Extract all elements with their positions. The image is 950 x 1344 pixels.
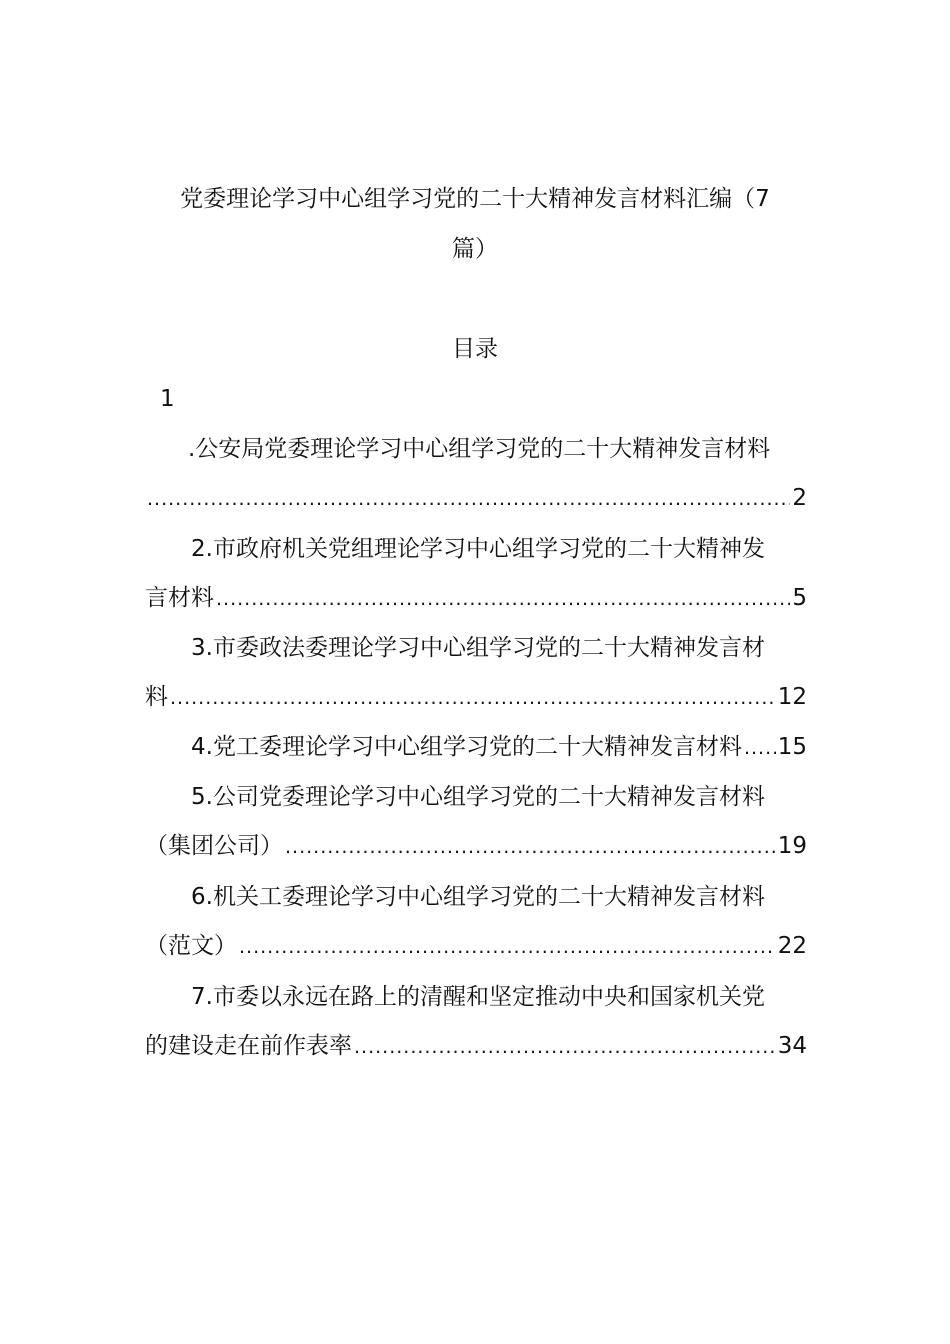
toc-entry-5-leader-line[interactable]: [145, 830, 807, 863]
toc-entry-1-title[interactable]: .公安局党委理论学习中心组学习党的二十大精神发言材料: [188, 436, 771, 462]
toc-entry-6-leader-line[interactable]: [145, 930, 807, 963]
toc-entry-5-page: 19: [777, 833, 807, 859]
toc-entry-6-title[interactable]: 6.机关工委理论学习中心组学习党的二十大精神发言材料: [191, 884, 765, 910]
toc-entry-3-title[interactable]: 3.市委政法委理论学习中心组学习党的二十大精神发言材: [191, 635, 765, 661]
document-title-line-1: 党委理论学习中心组学习党的二十大精神发言材料汇编（7: [180, 186, 770, 212]
toc-entry-2-title[interactable]: 2.市政府机关党组理论学习中心组学习党的二十大精神发: [191, 536, 765, 562]
toc-entry-3-page: 12: [777, 684, 807, 710]
toc-entry-4-title: 4.党工委理论学习中心组学习党的二十大精神发言材料: [191, 734, 742, 760]
toc-entry-7-dot-leader: [354, 1031, 776, 1063]
toc-entry-4-leader-line[interactable]: [191, 731, 807, 764]
document-title-line-2: 篇）: [452, 236, 498, 262]
toc-entry-2-page: 5: [792, 585, 807, 611]
toc-entry-4-page: 15: [777, 734, 807, 760]
toc-heading: 目录: [452, 336, 498, 362]
toc-entry-6-dot-leader: [239, 931, 776, 963]
toc-entry-5-title[interactable]: 5.公司党委理论学习中心组学习党的二十大精神发言材料: [191, 784, 765, 810]
toc-number-line: 1: [160, 386, 175, 412]
toc-entry-2-leader-line[interactable]: [145, 582, 807, 615]
toc-entry-7-title-cont: 的建设走在前作表率: [145, 1033, 352, 1059]
toc-entry-1-page: 2: [792, 485, 807, 511]
toc-entry-1-dot-leader: [147, 483, 790, 515]
toc-entry-3-leader-line[interactable]: [145, 681, 807, 714]
toc-entry-7-page: 34: [777, 1033, 807, 1059]
toc-entry-2-dot-leader: [216, 583, 790, 615]
toc-entry-7-leader-line[interactable]: [145, 1030, 807, 1063]
toc-entry-5-title-cont: （集团公司）: [145, 833, 283, 859]
toc-entry-4-dot-leader: [744, 732, 776, 764]
toc-entry-1-leader-line[interactable]: [145, 482, 807, 515]
toc-entry-3-dot-leader: [170, 682, 776, 714]
toc-entry-3-title-cont: 料: [145, 684, 168, 710]
toc-entry-7-title[interactable]: 7.市委以永远在路上的清醒和坚定推动中央和国家机关党: [191, 984, 765, 1010]
toc-entry-2-title-cont: 言材料: [145, 585, 214, 611]
toc-entry-6-page: 22: [777, 933, 807, 959]
toc-entry-6-title-cont: （范文）: [145, 933, 237, 959]
toc-entry-5-dot-leader: [285, 831, 776, 863]
